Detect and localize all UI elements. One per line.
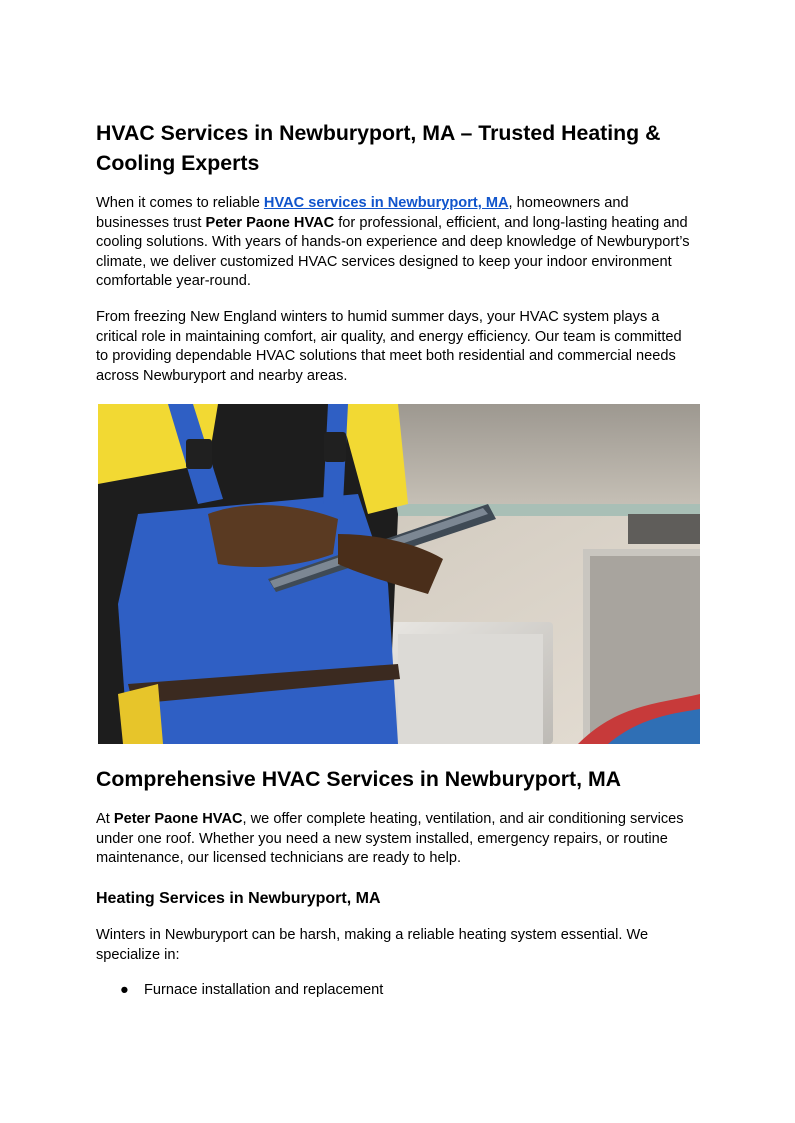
heating-paragraph: Winters in Newburyport can be harsh, making a reliable heating system essential. We specialize in: — [96, 927, 649, 963]
bullet-icon: ● — [120, 982, 129, 998]
intro-text: When it comes to reliable — [96, 195, 264, 211]
heating-heading: Heating Services in Newburyport, MA — [96, 890, 381, 907]
services-lead: At — [96, 811, 114, 827]
services-text: , we offer complete heating, ventilation, and air conditioning services under one roof. Whether you need a new system installed, emergency repairs, or routine maintenance, our licensed technicians are ready to help. — [96, 811, 684, 866]
heating-list — [96, 980, 383, 1000]
intro-paragraph — [96, 194, 696, 292]
list-item-text: Furnace installation and replacement — [144, 982, 384, 998]
company-name: Peter Paone HVAC — [205, 214, 335, 231]
intro-text-2: , homeowners and businesses trust — [96, 195, 629, 231]
hvac-services-link[interactable]: HVAC services in Newburyport, MA — [263, 195, 509, 211]
services-paragraph — [96, 810, 696, 869]
section-heading: Comprehensive HVAC Services in Newburyport, MA — [96, 767, 622, 791]
paragraph-climate: From freezing New England winters to humid summer days, your HVAC system plays a critical role in maintaining comfort, air quality, and energy efficiency. Our team is committed to providing dependable HVAC solutions that meet both residential and commercial needs across Newburyport and nearby areas. — [96, 309, 682, 384]
intro-text-3: for professional, efficient, and long-lasting heating and cooling solutions. With years of hands-on experience and deep knowledge of Newburyport’s climate, we deliver customized HVAC services designed to keep your indoor environment comfortable year-round. — [96, 214, 690, 289]
company-name-2: Peter Paone HVAC — [113, 811, 243, 827]
technician-photo — [98, 404, 700, 744]
page-title: HVAC Services in Newburyport, MA – Trusted Heating & Cooling Experts — [96, 121, 661, 175]
list-item — [96, 980, 383, 1000]
